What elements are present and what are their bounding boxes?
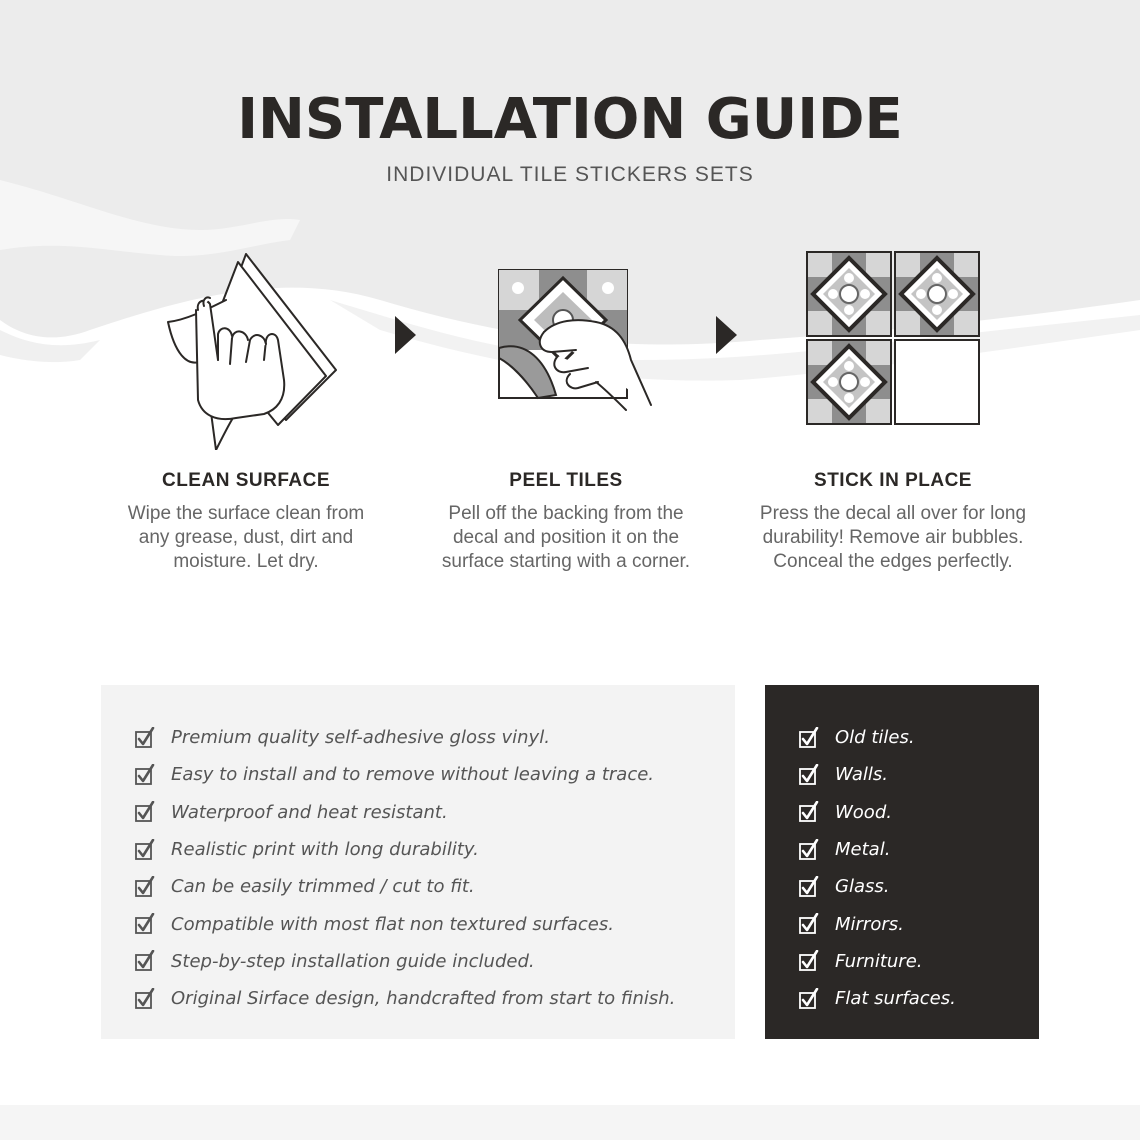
steps-row: [0, 240, 1140, 600]
list-item: Old tiles.: [799, 719, 1039, 756]
checkbox-checked-icon: [135, 727, 155, 749]
checkbox-checked-icon: [135, 950, 155, 972]
checkbox-checked-icon: [799, 727, 819, 749]
step-clean-surface: [81, 240, 411, 574]
checkbox-checked-icon: [799, 950, 819, 972]
list-item: Original Sirface design, handcrafted from start to finish.: [135, 980, 735, 1017]
list-item: Flat surfaces.: [799, 980, 1039, 1017]
step-peel-tiles: [401, 240, 731, 574]
list-item: Realistic print with long durability.: [135, 831, 735, 868]
checkbox-checked-icon: [799, 988, 819, 1010]
page-subtitle: INDIVIDUAL TILE STICKERS SETS: [386, 163, 754, 186]
list-item: Glass.: [799, 868, 1039, 905]
step-description: Pell off the backing from the decal and position it on the surface starting with a corner.: [441, 503, 691, 572]
page-header: [0, 88, 1140, 188]
checkbox-checked-icon: [135, 876, 155, 898]
features-panel: [101, 685, 735, 1039]
checkbox-checked-icon: [135, 839, 155, 861]
checkbox-checked-icon: [799, 913, 819, 935]
step-title: CLEAN SURFACE: [161, 470, 330, 491]
page-title: INSTALLATION GUIDE: [237, 87, 903, 152]
hand-peeling-tile-icon: [466, 240, 666, 450]
checkbox-checked-icon: [799, 764, 819, 786]
step-description: Press the decal all over for long durability! Remove air bubbles. Conceal the edges perfectly.: [759, 503, 1027, 572]
step-title: PEEL TILES: [509, 470, 623, 491]
list-item: Compatible with most flat non textured surfaces.: [135, 905, 735, 942]
list-item: Can be easily trimmed / cut to fit.: [135, 868, 735, 905]
list-item: Step-by-step installation guide included.: [135, 943, 735, 980]
list-item: Metal.: [799, 831, 1039, 868]
list-item: Waterproof and heat resistant.: [135, 794, 735, 831]
step-title: STICK IN PLACE: [814, 470, 972, 491]
list-item: Easy to install and to remove without leaving a trace.: [135, 756, 735, 793]
surfaces-list: [799, 719, 1039, 1017]
list-item: Furniture.: [799, 943, 1039, 980]
features-list: [135, 719, 735, 1017]
list-item: Wood.: [799, 794, 1039, 831]
arrow-right-icon: [716, 316, 737, 354]
step-description: Wipe the surface clean from any grease, dust, dirt and moisture. Let dry.: [127, 503, 365, 572]
bottom-band: [0, 1105, 1140, 1140]
hand-wiping-cloth-icon: [146, 240, 346, 450]
checkbox-checked-icon: [135, 764, 155, 786]
list-item: Walls.: [799, 756, 1039, 793]
surfaces-panel: [765, 685, 1039, 1039]
list-item: Premium quality self-adhesive gloss vinyl.: [135, 719, 735, 756]
checkbox-checked-icon: [135, 801, 155, 823]
step-stick-in-place: [728, 240, 1058, 574]
checkbox-checked-icon: [135, 988, 155, 1010]
checkbox-checked-icon: [799, 876, 819, 898]
checkbox-checked-icon: [799, 839, 819, 861]
checkbox-checked-icon: [135, 913, 155, 935]
checkbox-checked-icon: [799, 801, 819, 823]
tile-grid-icon: [793, 240, 993, 450]
list-item: Mirrors.: [799, 905, 1039, 942]
arrow-right-icon: [395, 316, 416, 354]
